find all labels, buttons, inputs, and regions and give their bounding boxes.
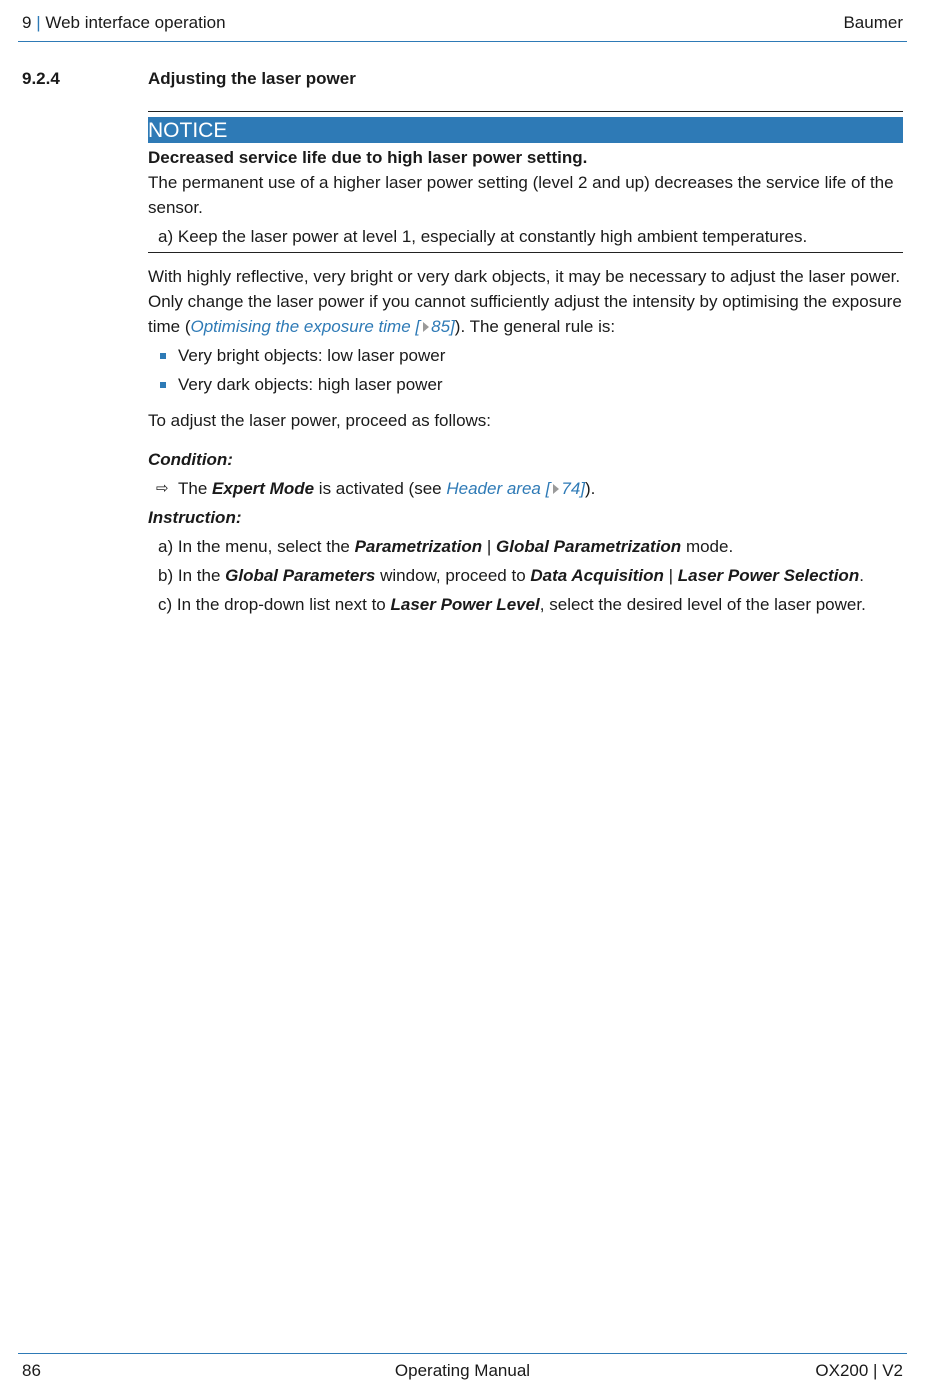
proceed-text: To adjust the laser power, proceed as follows: bbox=[148, 411, 492, 430]
page-arrow-icon bbox=[423, 322, 429, 332]
intro-text-end: ). The general rule is: bbox=[454, 317, 616, 336]
link-open: [ bbox=[545, 479, 551, 498]
link-close: ] bbox=[580, 479, 586, 498]
condition-item bbox=[148, 476, 903, 501]
list-item bbox=[148, 343, 903, 368]
step-text: In the menu, select the bbox=[177, 537, 350, 556]
link-label: Header area bbox=[446, 479, 541, 498]
header-area-link[interactable] bbox=[446, 479, 585, 498]
expert-mode-term: Expert Mode bbox=[212, 479, 315, 498]
step-prefix: b) bbox=[158, 566, 174, 585]
cond-text-end: ). bbox=[585, 479, 596, 498]
page-footer bbox=[18, 1353, 907, 1388]
page-header bbox=[18, 13, 907, 42]
instruction-step bbox=[148, 563, 903, 588]
header-chapter bbox=[22, 13, 226, 33]
instruction-step bbox=[148, 534, 903, 559]
link-page: 74 bbox=[561, 479, 581, 498]
doc-type: Operating Manual bbox=[394, 1361, 531, 1380]
step-separator: | bbox=[486, 537, 492, 556]
brand-name: Baumer bbox=[843, 13, 903, 32]
step-text: . bbox=[859, 566, 864, 585]
section-title: Adjusting the laser power bbox=[148, 69, 356, 88]
instruction-step bbox=[148, 592, 903, 617]
chapter-number: 9 bbox=[22, 13, 32, 32]
page-number: 86 bbox=[22, 1361, 41, 1380]
bullet-square-icon bbox=[160, 353, 166, 359]
step-separator: | bbox=[668, 566, 674, 585]
cond-text-mid: is activated (see bbox=[318, 479, 442, 498]
exposure-time-link[interactable] bbox=[191, 317, 455, 336]
link-close: ] bbox=[450, 317, 455, 336]
right-arrow-icon: ⇨ bbox=[156, 480, 169, 497]
notice-label: NOTICE bbox=[148, 117, 903, 143]
link-page: 85 bbox=[431, 317, 451, 336]
notice-box bbox=[148, 111, 903, 253]
page-arrow-icon bbox=[553, 484, 559, 494]
rule-list bbox=[148, 343, 903, 397]
notice-step bbox=[148, 224, 903, 249]
instruction-label: Instruction: bbox=[148, 508, 242, 527]
instruction-steps bbox=[148, 534, 903, 617]
notice-text: The permanent use of a higher laser power setting (level 2 and up) decreases the service life of the sensor. bbox=[148, 173, 894, 217]
step-text: Keep the laser power at level 1, especially at constantly high ambient temperatures. bbox=[177, 227, 808, 246]
step-text: In the drop-down list next to bbox=[176, 595, 386, 614]
list-item-text: Very bright objects: low laser power bbox=[178, 346, 446, 365]
step-term: Laser Power Level bbox=[390, 595, 540, 614]
intro-paragraph bbox=[148, 264, 903, 339]
step-text: , select the desired level of the laser power. bbox=[539, 595, 866, 614]
bullet-square-icon bbox=[160, 382, 166, 388]
step-term: Laser Power Selection bbox=[677, 566, 860, 585]
list-item-text: Very dark objects: high laser power bbox=[178, 375, 443, 394]
condition-label: Condition: bbox=[148, 450, 233, 469]
step-text: mode. bbox=[685, 537, 734, 556]
main-content bbox=[148, 111, 903, 621]
section-number: 9.2.4 bbox=[22, 69, 60, 88]
step-term: Global Parameters bbox=[225, 566, 376, 585]
step-term: Data Acquisition bbox=[530, 566, 664, 585]
step-term: Global Parametrization bbox=[496, 537, 682, 556]
link-open: [ bbox=[415, 317, 421, 336]
step-prefix: a) bbox=[158, 227, 174, 246]
link-label: Optimising the exposure time bbox=[190, 317, 411, 336]
intro-text: With highly reflective, very bright or very dark objects, it may be necessary to adjust the laser power. Only change the laser power if you cannot sufficiently adjust the intensity by optimising the exposure time ( bbox=[148, 267, 902, 336]
notice-headline: Decreased service life due to high laser power setting. bbox=[148, 148, 588, 167]
step-prefix: a) bbox=[158, 537, 174, 556]
step-term: Parametrization bbox=[354, 537, 483, 556]
chapter-title: Web interface operation bbox=[45, 13, 226, 32]
step-text: window, proceed to bbox=[380, 566, 526, 585]
list-item bbox=[148, 372, 903, 397]
step-text: In the bbox=[177, 566, 221, 585]
cond-text: The bbox=[178, 479, 208, 498]
header-separator: | bbox=[36, 13, 41, 32]
product-version: OX200 | V2 bbox=[815, 1361, 903, 1380]
step-prefix: c) bbox=[158, 595, 173, 614]
